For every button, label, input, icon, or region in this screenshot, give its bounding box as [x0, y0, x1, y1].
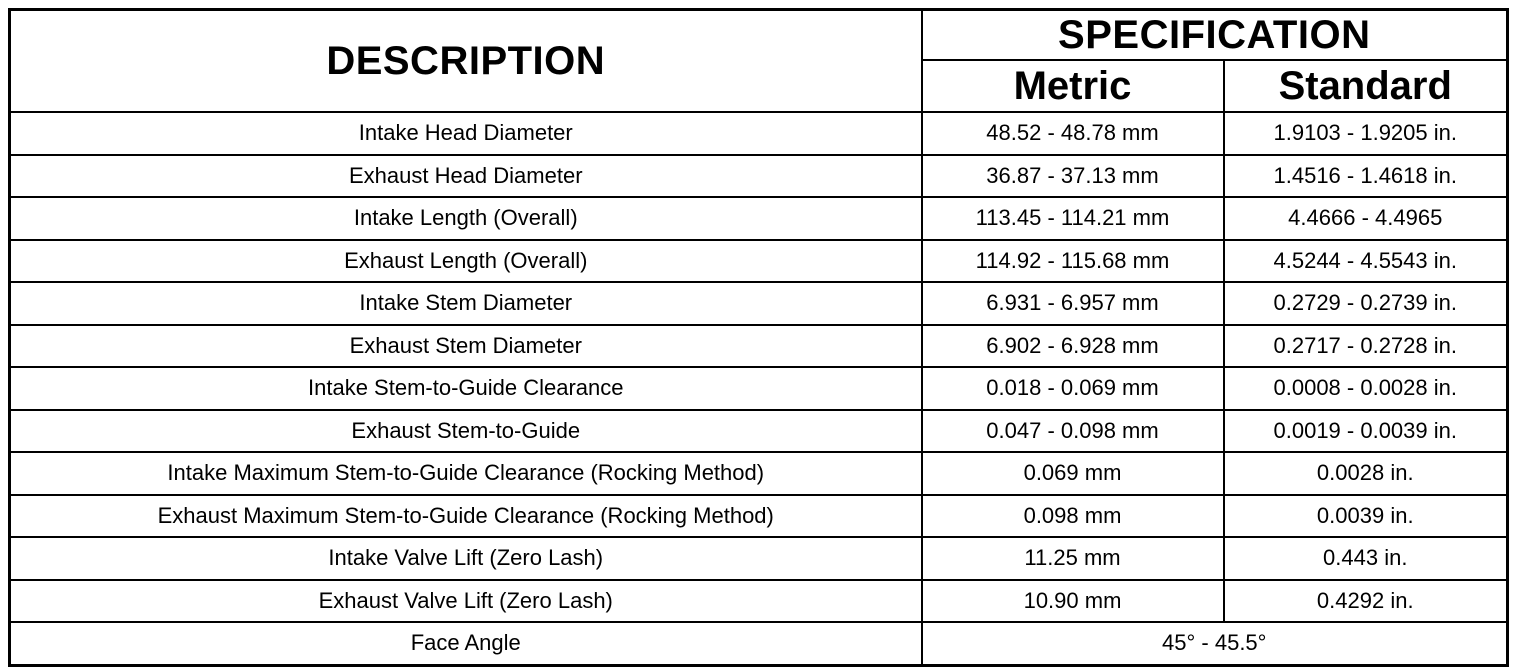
metric-cell: 6.931 - 6.957 mm: [922, 282, 1224, 325]
spec-table-body: [10, 112, 1508, 665]
metric-cell: 11.25 mm: [922, 537, 1224, 580]
standard-cell: 0.0019 - 0.0039 in.: [1224, 410, 1508, 453]
table-row-face-angle: [10, 622, 1508, 665]
standard-cell: 4.4666 - 4.4965: [1224, 197, 1508, 240]
metric-cell: 48.52 - 48.78 mm: [922, 112, 1224, 155]
description-cell: Intake Valve Lift (Zero Lash): [10, 537, 922, 580]
description-cell: Exhaust Maximum Stem-to-Guide Clearance (Rocking Method): [10, 495, 922, 538]
valve-spec-table: [8, 8, 1509, 667]
metric-cell: 10.90 mm: [922, 580, 1224, 623]
specification-header: SPECIFICATION: [922, 10, 1508, 61]
description-cell: Exhaust Stem-to-Guide: [10, 410, 922, 453]
table-row: [10, 282, 1508, 325]
description-cell: Face Angle: [10, 622, 922, 665]
description-cell: Intake Stem Diameter: [10, 282, 922, 325]
header-row-top: [10, 10, 1508, 61]
metric-cell: 0.047 - 0.098 mm: [922, 410, 1224, 453]
standard-cell: 0.0039 in.: [1224, 495, 1508, 538]
description-cell: Exhaust Length (Overall): [10, 240, 922, 283]
description-header: DESCRIPTION: [10, 10, 922, 113]
metric-cell: 0.098 mm: [922, 495, 1224, 538]
standard-header: Standard: [1224, 60, 1508, 112]
description-cell: Intake Head Diameter: [10, 112, 922, 155]
standard-cell: 0.443 in.: [1224, 537, 1508, 580]
standard-cell: 1.9103 - 1.9205 in.: [1224, 112, 1508, 155]
standard-cell: 0.2729 - 0.2739 in.: [1224, 282, 1508, 325]
spec-table-wrapper: [8, 8, 1506, 667]
table-row: [10, 155, 1508, 198]
description-cell: Intake Length (Overall): [10, 197, 922, 240]
metric-cell: 114.92 - 115.68 mm: [922, 240, 1224, 283]
description-cell: Intake Maximum Stem-to-Guide Clearance (Rocking Method): [10, 452, 922, 495]
table-row: [10, 367, 1508, 410]
metric-cell: 0.018 - 0.069 mm: [922, 367, 1224, 410]
table-row: [10, 197, 1508, 240]
standard-cell: 4.5244 - 4.5543 in.: [1224, 240, 1508, 283]
table-row: [10, 410, 1508, 453]
face-angle-value-cell: 45° - 45.5°: [922, 622, 1508, 665]
standard-cell: 0.2717 - 0.2728 in.: [1224, 325, 1508, 368]
table-row: [10, 537, 1508, 580]
metric-cell: 0.069 mm: [922, 452, 1224, 495]
metric-cell: 36.87 - 37.13 mm: [922, 155, 1224, 198]
standard-cell: 1.4516 - 1.4618 in.: [1224, 155, 1508, 198]
description-cell: Exhaust Valve Lift (Zero Lash): [10, 580, 922, 623]
table-row: [10, 580, 1508, 623]
table-row: [10, 325, 1508, 368]
metric-header: Metric: [922, 60, 1224, 112]
standard-cell: 0.0028 in.: [1224, 452, 1508, 495]
standard-cell: 0.0008 - 0.0028 in.: [1224, 367, 1508, 410]
table-row: [10, 112, 1508, 155]
description-cell: Exhaust Head Diameter: [10, 155, 922, 198]
metric-cell: 113.45 - 114.21 mm: [922, 197, 1224, 240]
table-row: [10, 495, 1508, 538]
description-cell: Exhaust Stem Diameter: [10, 325, 922, 368]
metric-cell: 6.902 - 6.928 mm: [922, 325, 1224, 368]
standard-cell: 0.4292 in.: [1224, 580, 1508, 623]
table-row: [10, 240, 1508, 283]
table-row: [10, 452, 1508, 495]
description-cell: Intake Stem-to-Guide Clearance: [10, 367, 922, 410]
